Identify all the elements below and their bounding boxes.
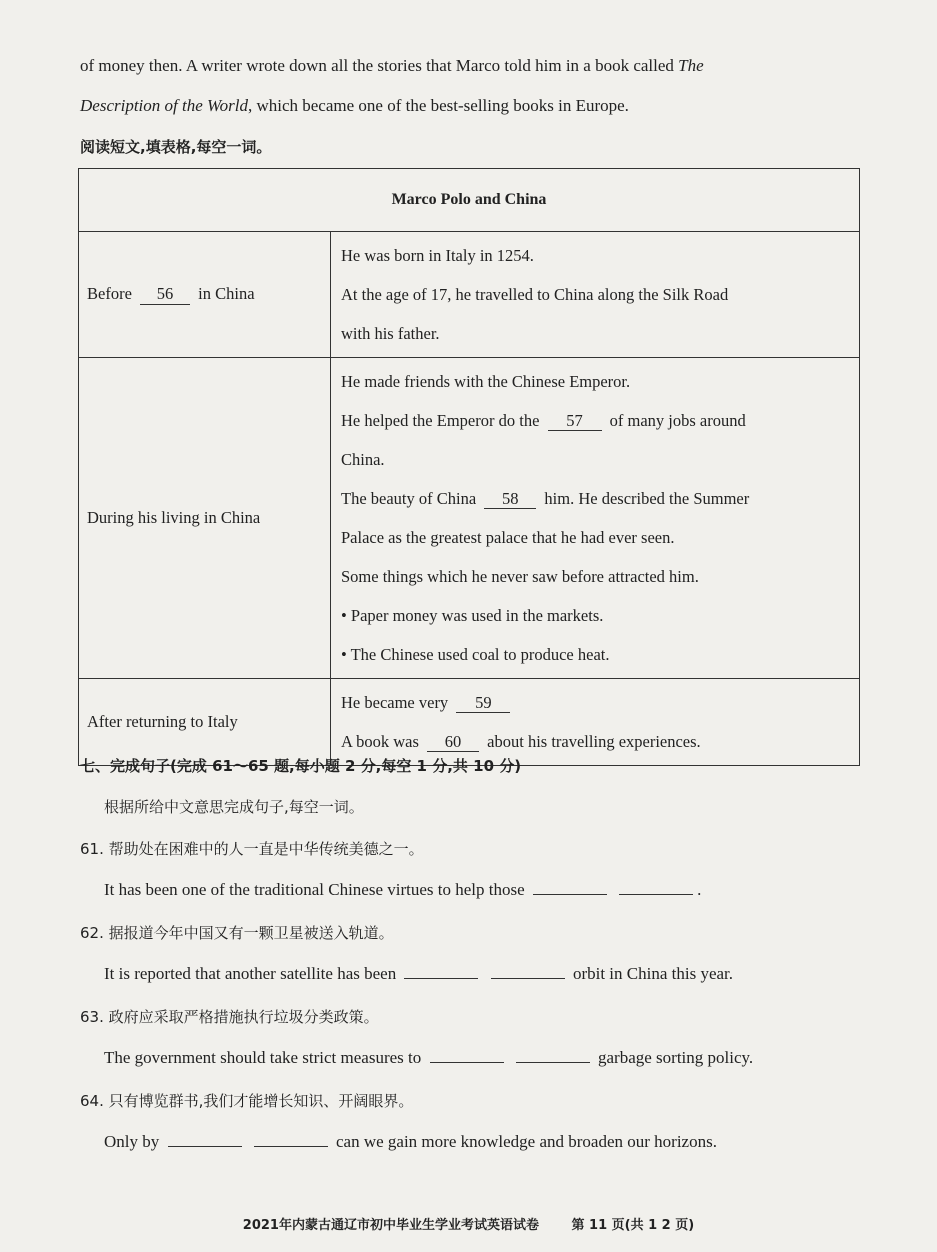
- intro-line-2: Description of the World, which became one of the best-selling books in Europe.: [80, 96, 629, 115]
- row-content-before: He was born in Italy in 1254. At the age of 17, he travelled to China along the Silk Road with his father.: [331, 232, 860, 358]
- row-label-during: During his living in China: [79, 358, 331, 679]
- question-63-zh: 63. 政府应采取严格措施执行垃圾分类政策。: [80, 1008, 379, 1026]
- row-content-after: He became very 59 A book was 60 about his travelling experiences.: [331, 679, 860, 766]
- blank-57[interactable]: 57: [548, 412, 602, 431]
- blank-62b[interactable]: [491, 964, 565, 979]
- question-62-en: It is reported that another satellite has been orbit in China this year.: [104, 964, 734, 983]
- section-7-instruction: 根据所给中文意思完成句子,每空一词。: [104, 798, 364, 816]
- question-63-en: The government should take strict measures to garbage sorting policy.: [104, 1048, 754, 1067]
- section-7-heading: 七、完成句子(完成 61～65 题,每小题 2 分,每空 1 分,共 10 分): [80, 757, 522, 775]
- table-row-after: [79, 679, 860, 766]
- blank-61b[interactable]: [619, 880, 693, 895]
- blank-64a[interactable]: [168, 1132, 242, 1147]
- blank-61a[interactable]: [533, 880, 607, 895]
- question-62-zh: 62. 据报道今年中国又有一颗卫星被送入轨道。: [80, 924, 394, 942]
- table-title: Marco Polo and China: [79, 169, 860, 232]
- question-61-en: It has been one of the traditional Chinese virtues to help those .: [104, 880, 702, 899]
- table-row-during: [79, 358, 860, 679]
- blank-63b[interactable]: [516, 1048, 590, 1063]
- question-64-zh: 64. 只有博览群书,我们才能增长知识、开阔眼界。: [80, 1092, 414, 1110]
- table-row-before: [79, 232, 860, 358]
- blank-63a[interactable]: [430, 1048, 504, 1063]
- reading-instruction: 阅读短文,填表格,每空一词。: [80, 138, 272, 156]
- page-footer: [0, 1214, 937, 1233]
- question-61-zh: 61. 帮助处在困难中的人一直是中华传统美德之一。: [80, 840, 424, 858]
- row-content-during: He made friends with the Chinese Emperor. He helped the Emperor do the 57 of many jobs around China. The beauty of China 58 him. He described the Summer Palace as the greatest palace that he had ever seen. Some things which he never saw before attracted him. • Paper money was used in the markets. • The Chinese used coal to produce heat.: [331, 358, 860, 679]
- blank-59[interactable]: 59: [456, 694, 510, 713]
- question-64-en: Only by can we gain more knowledge and broaden our horizons.: [104, 1132, 717, 1151]
- row-label-after: After returning to Italy: [79, 679, 331, 766]
- intro-line-1: of money then. A writer wrote down all the stories that Marco told him in a book called The: [80, 56, 704, 75]
- blank-58[interactable]: 58: [484, 490, 536, 509]
- exam-title: 2021年内蒙古通辽市初中毕业生学业考试英语试卷: [242, 1218, 539, 1233]
- page-number: 第 11 页(共 1 2 页): [571, 1218, 695, 1233]
- blank-64b[interactable]: [254, 1132, 328, 1147]
- row-label-before: Before 56 in China: [79, 232, 331, 358]
- marco-polo-table: [78, 168, 860, 766]
- blank-60[interactable]: 60: [427, 733, 479, 752]
- blank-56[interactable]: 56: [140, 285, 190, 304]
- blank-62a[interactable]: [404, 964, 478, 979]
